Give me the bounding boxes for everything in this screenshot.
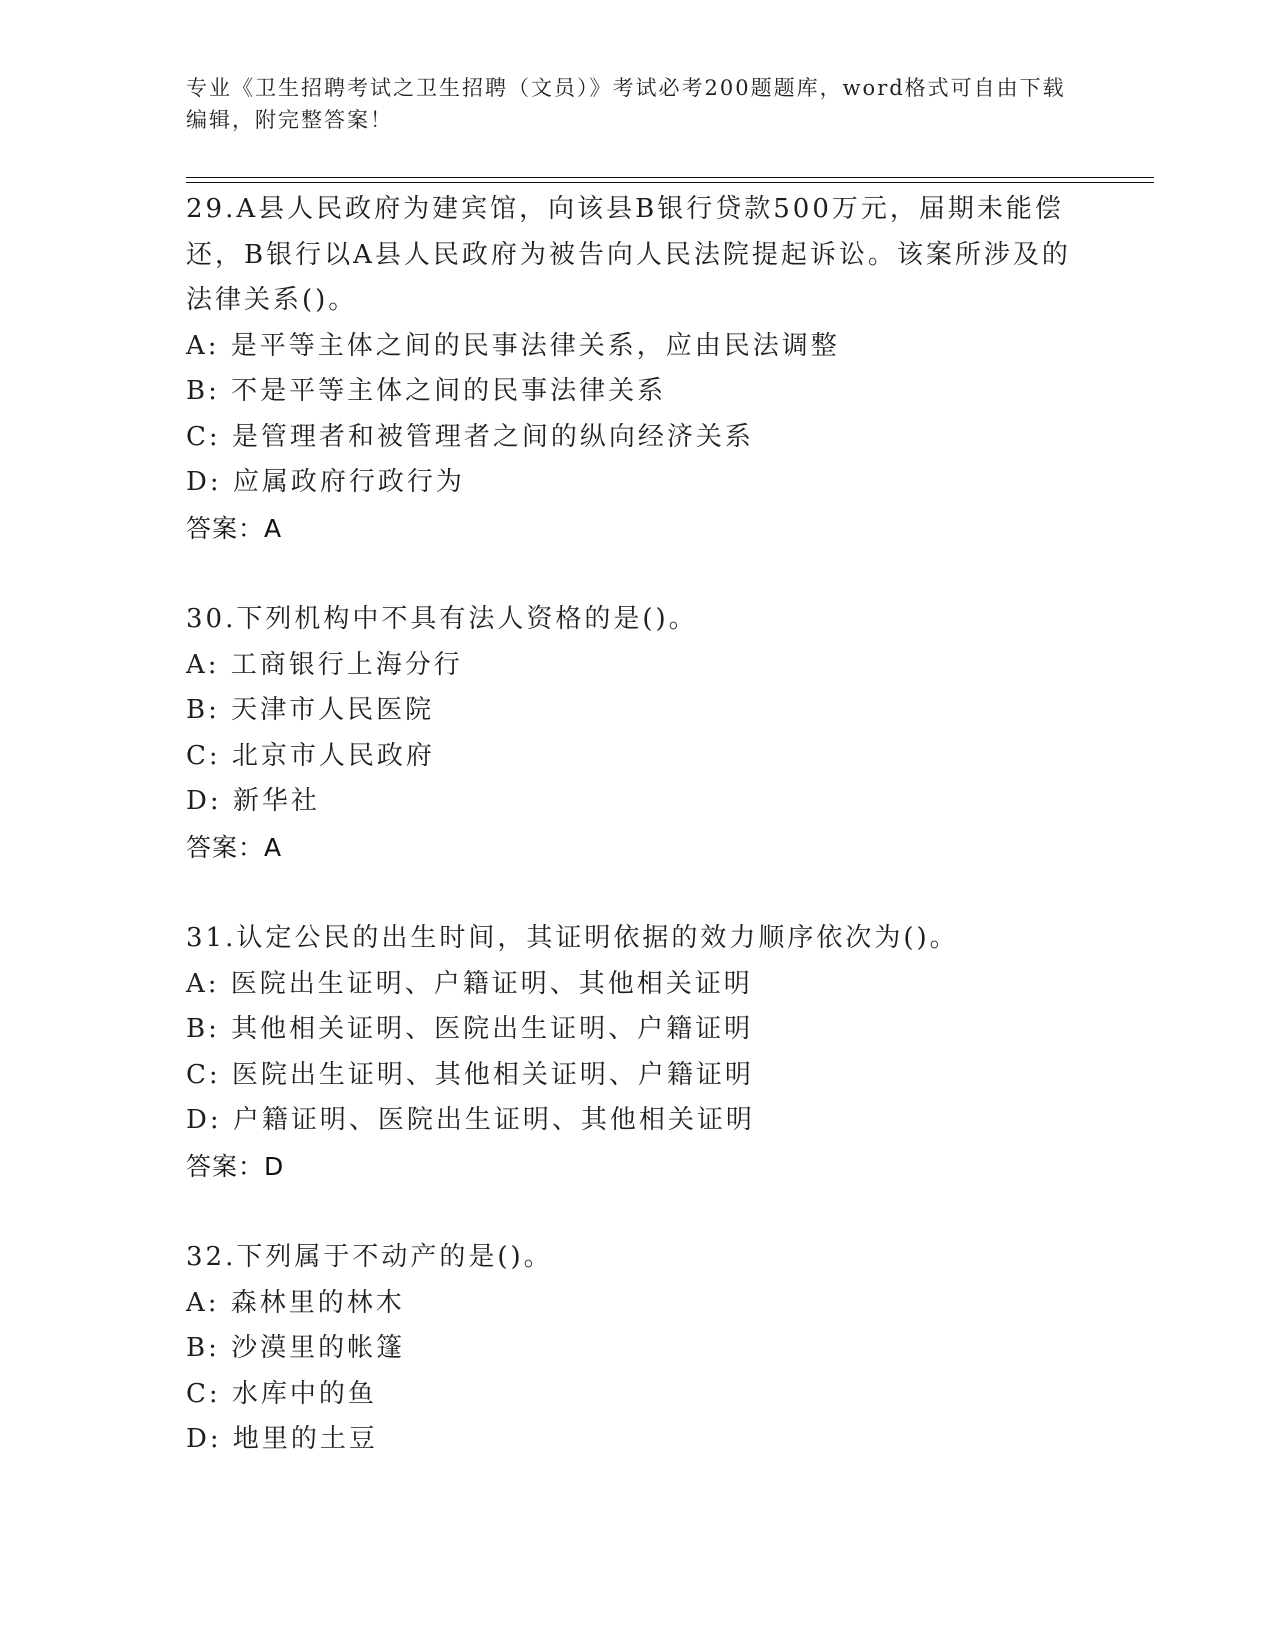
header-divider-bottom [186, 182, 1154, 183]
option-c: C: 是管理者和被管理者之间的纵向经济关系 [186, 421, 754, 452]
document-header: 专业《卫生招聘考试之卫生招聘（文员）》考试必考200题题库，word格式可自由下载编辑，附完整答案！ [186, 76, 1066, 132]
option-a: A: 森林里的林木 [186, 1287, 405, 1318]
question-stem: 29.A县人民政府为建宾馆，向该县B银行贷款500万元，届期未能偿还，B银行以A县人民政府为被告向人民法院提起诉讼。该案所涉及的法律关系()。 [186, 194, 1071, 315]
option-d: D: 地里的土豆 [186, 1424, 378, 1454]
option-b: B: 沙漠里的帐篷 [186, 1333, 406, 1363]
option-a: A: 工商银行上海分行 [186, 649, 463, 680]
question-list [186, 187, 1086, 1509]
option-a: A: 医院出生证明、户籍证明、其他相关证明 [186, 968, 753, 999]
question-stem: 32.下列属于不动产的是()。 [186, 1242, 553, 1272]
header-divider-top [186, 177, 1154, 178]
option-b: B: 天津市人民医院 [186, 695, 435, 725]
option-c: C: 医院出生证明、其他相关证明、户籍证明 [186, 1059, 754, 1090]
option-c: C: 水库中的鱼 [186, 1378, 377, 1409]
option-d: D: 新华社 [186, 786, 320, 816]
question-31 [186, 916, 1086, 1189]
option-d: D: 应属政府行政行为 [186, 467, 465, 497]
answer-label: 答案：D [186, 1151, 285, 1181]
answer-label: 答案：A [186, 832, 283, 862]
option-c: C: 北京市人民政府 [186, 740, 435, 771]
option-a: A: 是平等主体之间的民事法律关系，应由民法调整 [186, 330, 840, 361]
question-stem: 30.下列机构中不具有法人资格的是()。 [186, 604, 698, 634]
question-29 [186, 187, 1086, 551]
option-d: D: 户籍证明、医院出生证明、其他相关证明 [186, 1105, 755, 1135]
question-32 [186, 1235, 1086, 1463]
question-stem: 31.认定公民的出生时间，其证明依据的效力顺序依次为()。 [186, 923, 959, 953]
option-b: B: 不是平等主体之间的民事法律关系 [186, 376, 667, 406]
option-b: B: 其他相关证明、医院出生证明、户籍证明 [186, 1014, 754, 1044]
answer-label: 答案：A [186, 513, 283, 543]
question-30 [186, 597, 1086, 870]
